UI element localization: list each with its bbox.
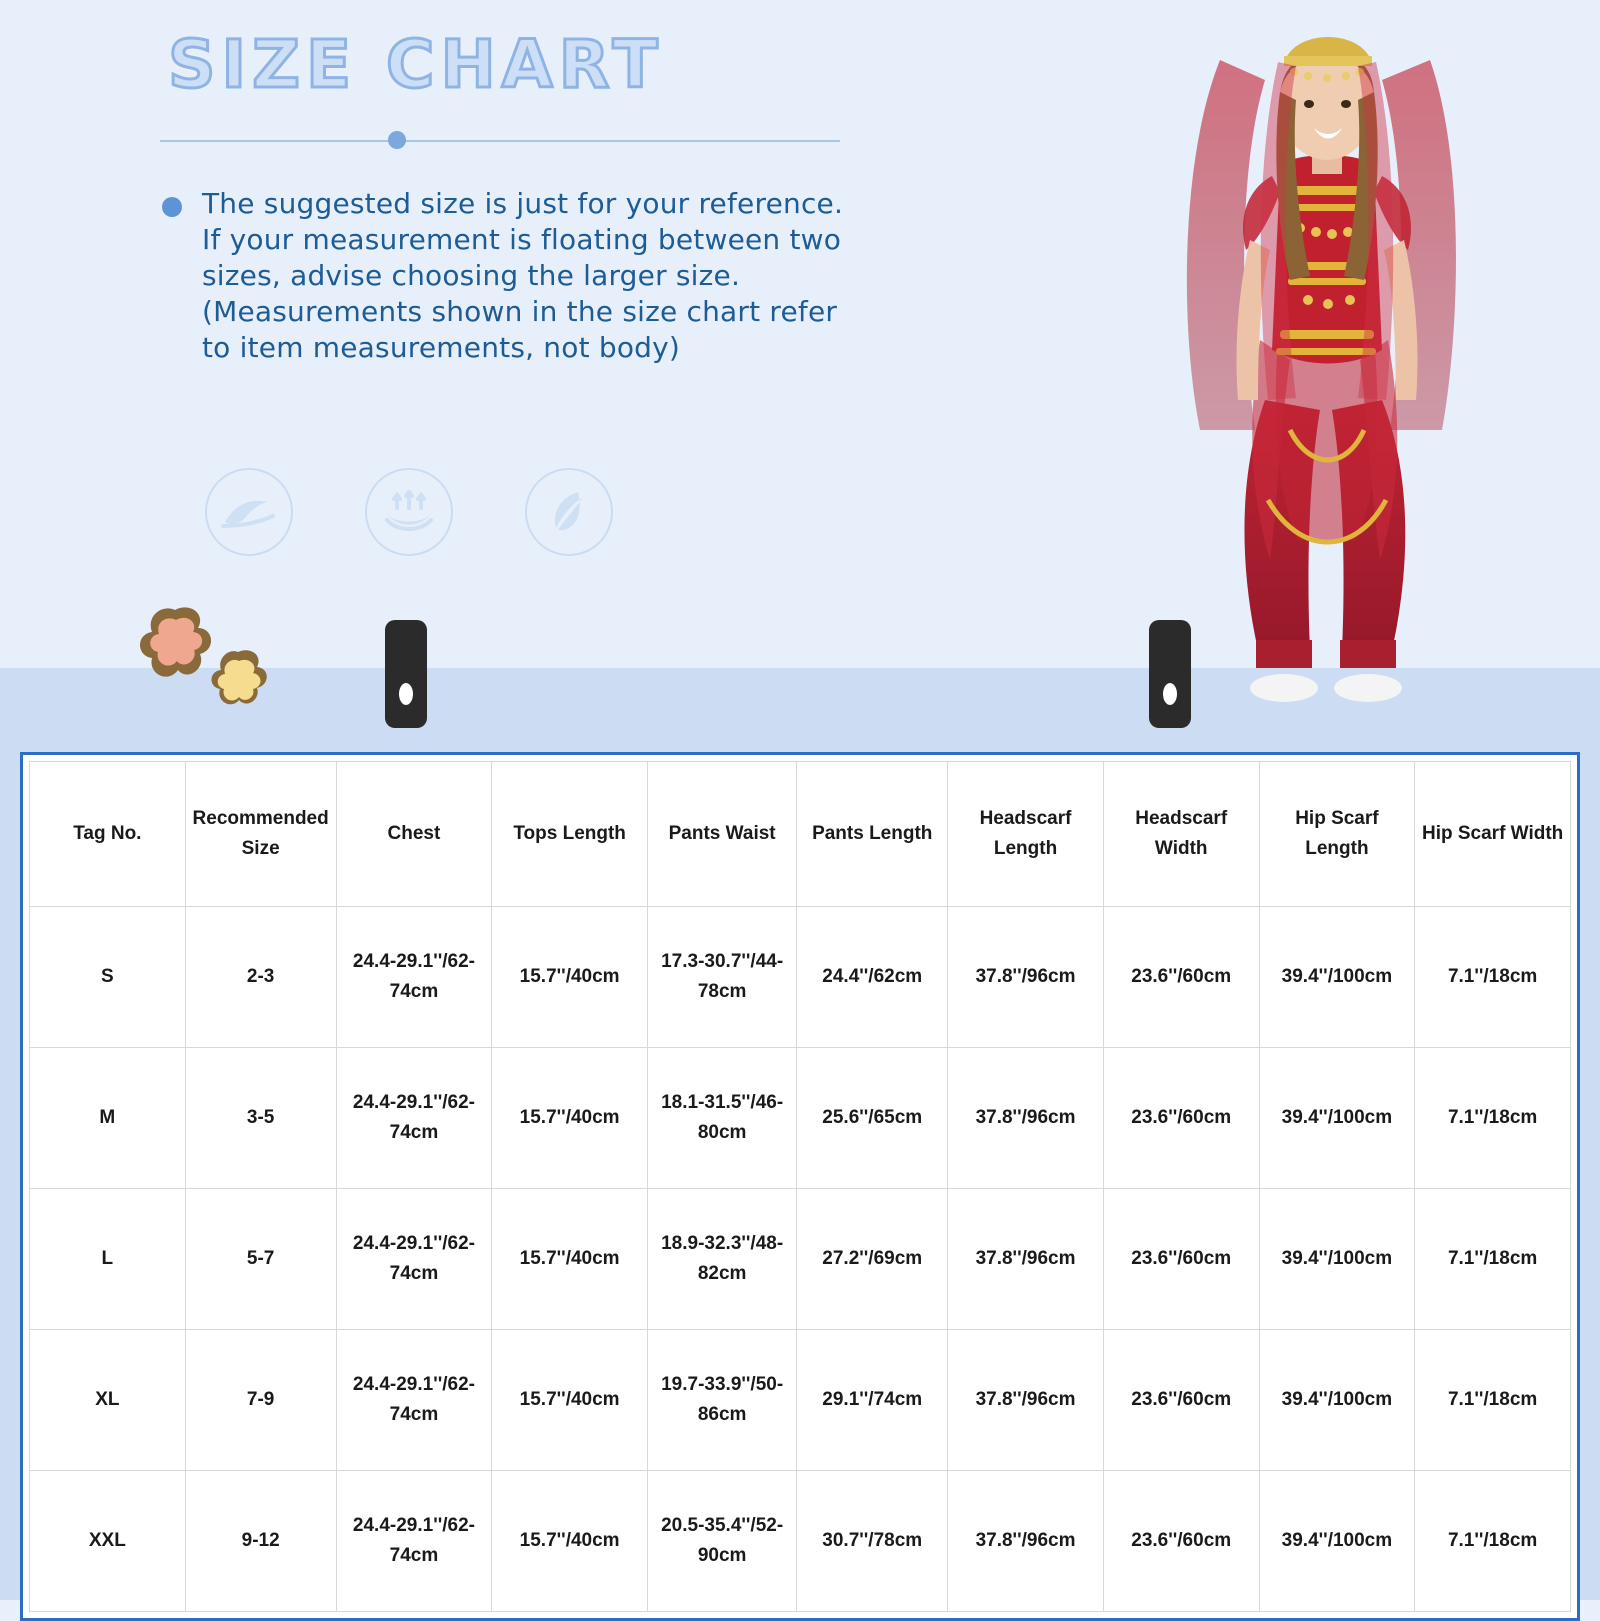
cell-headscarf-width: 23.6''/60cm: [1103, 1330, 1259, 1471]
cell-tag: L: [30, 1189, 186, 1330]
lightweight-feather-icon: [525, 468, 613, 556]
col-header-tag-no: Tag No.: [30, 762, 186, 907]
cell-hip-scarf-length: 39.4''/100cm: [1259, 1189, 1415, 1330]
col-header-hip-scarf-length: Hip Scarf Length: [1259, 762, 1415, 907]
cell-headscarf-width: 23.6''/60cm: [1103, 907, 1259, 1048]
cell-recommended-size: 3-5: [185, 1048, 336, 1189]
cell-headscarf-length: 37.8''/96cm: [948, 1048, 1104, 1189]
cell-chest: 24.4-29.1''/62-74cm: [336, 1330, 492, 1471]
cell-pants-length: 27.2''/69cm: [797, 1189, 948, 1330]
title-divider-dot: [388, 131, 406, 149]
cell-pants-waist: 19.7-33.9''/50-86cm: [647, 1330, 796, 1471]
table-row: [30, 1189, 1571, 1330]
col-header-headscarf-width: Headscarf Width: [1103, 762, 1259, 907]
cell-pants-length: 29.1''/74cm: [797, 1330, 948, 1471]
cell-hip-scarf-width: 7.1''/18cm: [1415, 907, 1571, 1048]
col-header-pants-length: Pants Length: [797, 762, 948, 907]
cell-headscarf-length: 37.8''/96cm: [948, 1189, 1104, 1330]
size-chart-table: [29, 761, 1571, 1612]
cell-tag: M: [30, 1048, 186, 1189]
table-header-row: [30, 762, 1571, 907]
cell-pants-waist: 17.3-30.7''/44-78cm: [647, 907, 796, 1048]
cell-chest: 24.4-29.1''/62-74cm: [336, 907, 492, 1048]
cell-tops-length: 15.7''/40cm: [492, 1189, 648, 1330]
cell-headscarf-length: 37.8''/96cm: [948, 1471, 1104, 1612]
cell-tops-length: 15.7''/40cm: [492, 1471, 648, 1612]
size-note-text: The suggested size is just for your reference. If your measurement is floating between two sizes, advise choosing the larger size. (Measurements shown in the size chart refer to item measurements, not body): [202, 187, 844, 364]
cell-tag: S: [30, 907, 186, 1048]
cell-hip-scarf-length: 39.4''/100cm: [1259, 1330, 1415, 1471]
feature-icon-row: [205, 468, 613, 556]
cell-hip-scarf-width: 7.1''/18cm: [1415, 1189, 1571, 1330]
note-bullet-icon: [162, 197, 182, 217]
cell-headscarf-width: 23.6''/60cm: [1103, 1471, 1259, 1612]
title-divider: [160, 140, 840, 142]
cell-tag: XL: [30, 1330, 186, 1471]
model-photo: [1160, 0, 1490, 760]
cell-headscarf-length: 37.8''/96cm: [948, 1330, 1104, 1471]
col-header-hip-scarf-width: Hip Scarf Width: [1415, 762, 1571, 907]
page-title: SIZE CHART: [168, 26, 664, 103]
size-chart-table-container: [20, 752, 1580, 1621]
cell-tops-length: 15.7''/40cm: [492, 1048, 648, 1189]
cell-pants-length: 25.6''/65cm: [797, 1048, 948, 1189]
cell-headscarf-length: 37.8''/96cm: [948, 907, 1104, 1048]
cell-chest: 24.4-29.1''/62-74cm: [336, 1471, 492, 1612]
table-row: [30, 907, 1571, 1048]
cell-hip-scarf-length: 39.4''/100cm: [1259, 1471, 1415, 1612]
cell-pants-waist: 20.5-35.4''/52-90cm: [647, 1471, 796, 1612]
cell-hip-scarf-width: 7.1''/18cm: [1415, 1471, 1571, 1612]
col-header-pants-waist: Pants Waist: [647, 762, 796, 907]
soft-fabric-icon: [205, 468, 293, 556]
cell-pants-length: 30.7''/78cm: [797, 1471, 948, 1612]
cell-recommended-size: 9-12: [185, 1471, 336, 1612]
cell-hip-scarf-length: 39.4''/100cm: [1259, 1048, 1415, 1189]
hanger-clip-left: [385, 620, 427, 728]
cell-recommended-size: 2-3: [185, 907, 336, 1048]
table-row: [30, 1471, 1571, 1612]
col-header-chest: Chest: [336, 762, 492, 907]
table-row: [30, 1048, 1571, 1189]
col-header-tops-length: Tops Length: [492, 762, 648, 907]
cell-tag: XXL: [30, 1471, 186, 1612]
cell-recommended-size: 5-7: [185, 1189, 336, 1330]
cell-hip-scarf-length: 39.4''/100cm: [1259, 907, 1415, 1048]
cell-chest: 24.4-29.1''/62-74cm: [336, 1048, 492, 1189]
cell-pants-waist: 18.9-32.3''/48-82cm: [647, 1189, 796, 1330]
breathable-icon: [365, 468, 453, 556]
cell-hip-scarf-width: 7.1''/18cm: [1415, 1048, 1571, 1189]
cell-hip-scarf-width: 7.1''/18cm: [1415, 1330, 1571, 1471]
cell-pants-waist: 18.1-31.5''/46-80cm: [647, 1048, 796, 1189]
cell-recommended-size: 7-9: [185, 1330, 336, 1471]
cell-tops-length: 15.7''/40cm: [492, 907, 648, 1048]
cell-pants-length: 24.4''/62cm: [797, 907, 948, 1048]
cell-tops-length: 15.7''/40cm: [492, 1330, 648, 1471]
col-header-headscarf-length: Headscarf Length: [948, 762, 1104, 907]
flower-decoration: [120, 600, 310, 735]
table-row: [30, 1330, 1571, 1471]
col-header-recommended-size: Recommended Size: [185, 762, 336, 907]
cell-headscarf-width: 23.6''/60cm: [1103, 1189, 1259, 1330]
cell-headscarf-width: 23.6''/60cm: [1103, 1048, 1259, 1189]
cell-chest: 24.4-29.1''/62-74cm: [336, 1189, 492, 1330]
